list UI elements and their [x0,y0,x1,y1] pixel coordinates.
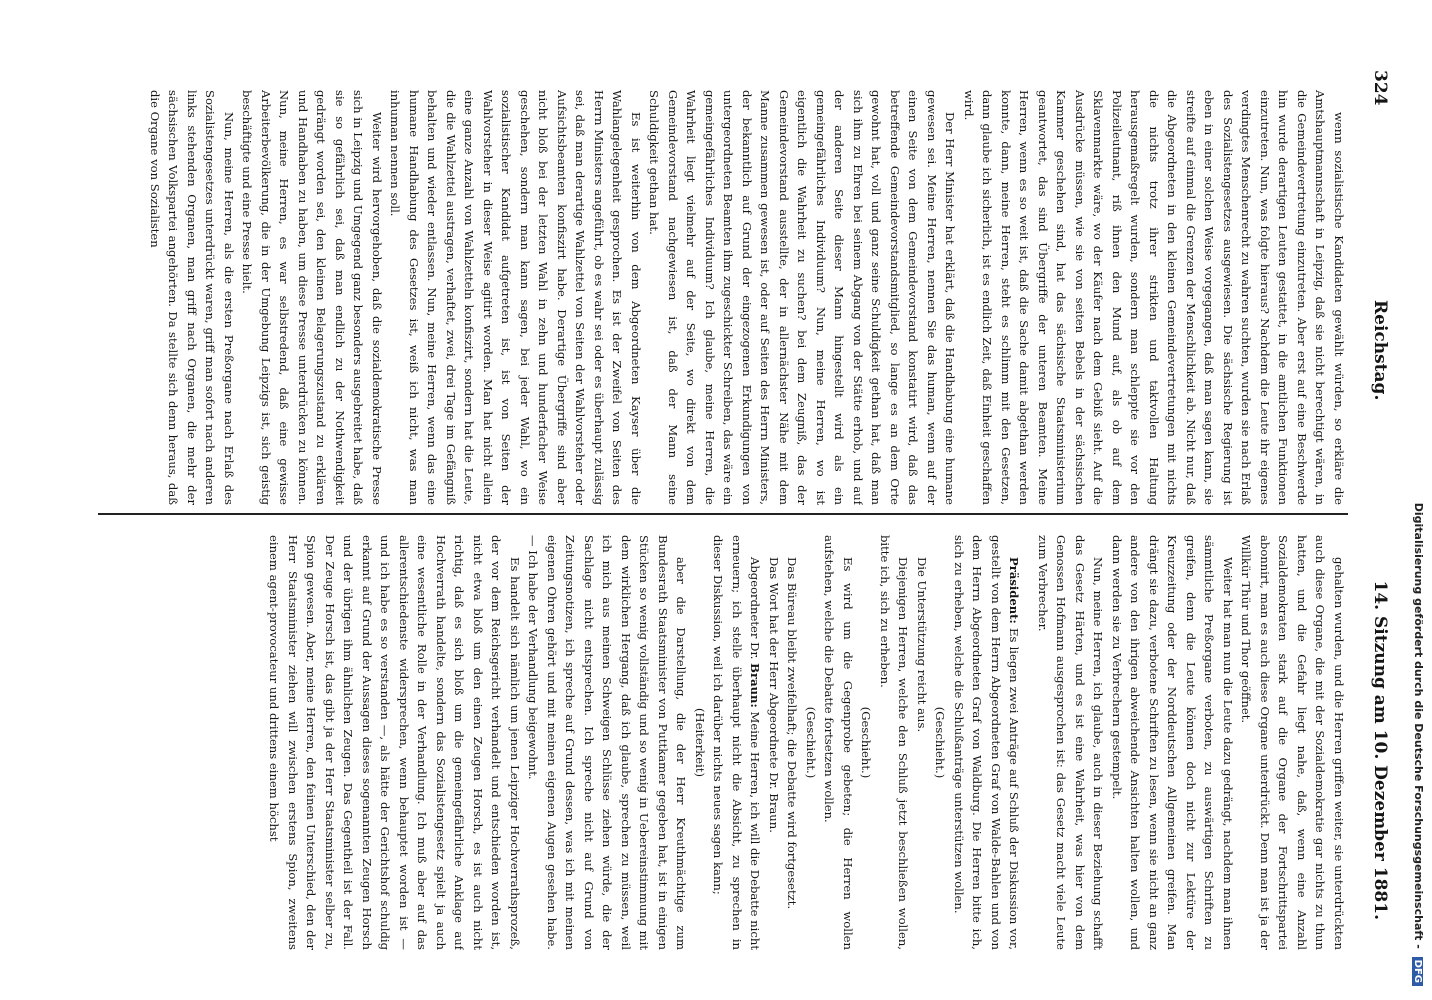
text-column-right [98,535,1348,950]
column-divider [98,513,1348,515]
session-title: 14. Sitzung am 10. Dezember 1881. [1370,580,1390,920]
paragraph: Weiter wird hervorgehoben, daß die sozialdemokratische Presse sich in Leipzig und Umgegend ganz besonders ausgebreitet habe, daß sie so gefährlich sei, daß man endlich zu der Nothwendigkeit gedrängt worden sei, den kleinen Belagerungszustand zu erklären und Handhaben zu haben, um diese Presse unterdrücken zu können. Nun, meine Herren, es war selbstredend, daß eine gewisse Arbeiterbevölkerung, die in der Umgebung Leipzigs ist, sich geistig beschäftigte und eine Presse hielt. [240,90,384,505]
header-title: Reichstag. [1370,300,1390,401]
paragraph-gap [1024,535,1034,950]
stage-direction: (Heiterkeit) [693,707,707,778]
paragraph: Diejenigen Herren, welche den Schluß jetzt beschließen wollen, bitte ich, sich zu erheben. [878,535,911,950]
paragraph: Es wird um die Gegenprobe gebeten; die Herren wollen aufstehen, welche die Debatte fortsetzen wollen. [822,535,855,950]
paragraph: Es ist weiterhin von dem Abgeordneten Kayser über die Wahlangelegenheit gesprochen. Es ist der Zweifel von Seiten des Herrn Ministers angeführt, ob es wahr sei oder es überhaupt zulässig sei, daß man derartige Wahlzettel von Seiten der Wahlvorsteher oder Aufsichtsbeamten konfiszirt habe. Derartige Übergriffe sind aber nicht bloß bei der letzten Wahl in zehn und hunderfacher Weise geschehen, sondern man kann sagen, bei jeder Wahl, wo ein sozialistischer Kandidat aufgetreten ist, ist von Seiten der Wahlvorsteher in dieser Weise agitirt worden. Man hat nicht allein eine ganze Anzahl von Wahlzetteln konfiszirt, sondern hat die Leute, die die Wahlzettel austragen, verhaftet, zwei, drei Tage im Gefängniß behalten und wieder entlassen. Nun, meine Herren, wenn das eine humane Handhabung des Gesetzes ist, weiß ich nicht, was man inhuman nennen soll. [388,90,643,505]
paragraph: Nun, meine Herren, ich glaube, auch in dieser Beziehung schafft das Gesetz Härten, und es ist eine Wahrheit, was hier von dem Genossen Hofmann ausgesprochen ist: das Gesetz macht viele Leute zum Verbrecher. [1036,535,1106,950]
paragraph: aber die Darstellung, die der Herr Kreuthmächtige zum Bundesrath Staatsminister von Puttkamer gegeben hat, ist in einigen Stücken so wenig vollständig und so wenig in Uebereinstimmung mit dem wirklichen Hergang, daß ich glaube, sprechen zu müssen, weil ich mich aus meinen Schweigen Schlüsse ziehen würde, die der Sachlage nicht entsprechen. Ich spreche nicht auf Grund von Zeitungsnotizen, ich spreche auf Grund dessen, was ich mit meinen eigenen Ohren gehört und mit meinen eigenen Augen gesehen habe. — Ich habe der Verhandlung beigewohnt. [526,535,689,950]
text-column-left [98,90,1348,505]
paragraph: Das Büreau bleibt zweifelhaft; die Debatte wird fortgesetzt. [785,557,800,910]
paragraph: Nun, meine Herren, als die ersten Preßorgane nach Erlaß des Sozialistengesetzes unterdrückt waren, griff man sofort nach anderen links stehenden Organen, man griff nach Organen, die mehr der sächsischen Volkspartei angehörten. Da stellte sich denn heraus, daß die Organe von Sozialisten [148,90,236,505]
paragraph: Die Unterstützung reicht aus. [915,557,929,733]
paragraph: Weiter hat man nun die Leute dazu gedrängt, nachdem man ihnen sämmtliche Preßorgane verboten, zu auswärtigen Schriften zu greifen, denn die Leute können doch nicht zur Lektüre der Kreuzzeitung oder der Norddeutschen Allgemeinen greifen. Man drängt sie dazu, verbotene Schriften zu lesen, wenn sie nicht an ganz andere von den ihrigen abweichende Ansichten halten wollen, und dann werden sie zu Verbrechern gestempelt. [1110,535,1235,950]
dfg-logo: DFG [1412,957,1423,986]
paragraph: Der Herr Minister hat erklärt, daß die Handhabung eine humane gewesen sei. Meine Herren, nennen Sie das human, wenn auf der einen Seite von dem Gemeindevorstand konstatirt wird, daß das betreffende Gemeindevorstandsmitglied, so lange es an dem Orte gewohnt hat, voll und ganz seine Schuldigkeit gethan hat, daß man sich ihm zu Ehren bei seinem Abgang von der Stätte erhob, und auf der anderen Seite dieser Mann hingestellt wird als ein gemeingefährliches Individuum? Nun, meine Herren, wo ist eigentlich die Wahrheit zu suchen? bei dem Zeugniß, das der Gemeindevorstand ausstellte, der in allernächster Nähe mit dem Manne zusammen gewesen ist, oder auf Seiten des Herrn Ministers, der bekanntlich auf Grund der eingezogenen Erkundigungen von untergeordneten Beamten ihm zugeschickter Schreiben, das wäre ein gemeingefährliches Individuum? Ich glaube, meine Herren, die Wahrheit liegt vielmehr auf der Seite, wo direkt von dem Gemeindevorstand nachgewiesen ist, daß der Mann seine Schuldigkeit gethan hat. [647,90,958,505]
dfg-digitization-notice [1410,14,1426,986]
paragraph: wenn sozialistische Kandidaten gewählt würden, so erkläre die Amtshauptmannschaft in Leipzig, daß sie nicht berechtigt wären, in die Gemeindevertretung einzutreten. Aber erst auf eine Beschwerde hin wurde derartigen Leuten gestattet, in die amtlichen Funktionen einzutreten. Nun, was folgte hieraus? Nachdem die Leute ihr eigenes verdingtes Menschenrecht zu wahren suchten, wurden sie nach Erlaß des Sozialistengesetzes ausgewiesen. Die sächsische Regierung ist eben in einer solchen Weise vorgegangen, daß man sagen kann, sie streifte auf einmal die Grenzen der Menschlichkeit ab. Nicht nur, daß die Abgeordneten in den kleinen Gemeindevertretungen mit nichts die nichts trotz ihrer strikten und taktvollen Haltung herausgemaßregelt wurden, sondern man schleppte sie vor den Polizeileutnant, riß ihnen den Mund auf, als ob auf dem Sklavenmarkte wäre, wo der Käufer nach dem Gebiß sieht. Auf die Ausdrücke müssen, wie sie von seiten Bebels in der sächsischen Kammer geschehen sind, hat das sächsische Staatsministerium geantwortet, das sind Übergriffe der unteren Beamten. Meine Herren, wenn es so weit ist, daß die Sache damit abgethan werden konnte, dann, meine Herren, steht es schlimm mit den Gesetzen, dann glaube ich sicherlich, ist es endlich Zeit, daß Einheit geschaffen wird. [962,90,1346,505]
speaker-name: Präsident: [1007,557,1022,624]
paragraph: Abgeordneter Dr. Braun: Meine Herren, ich will die Debatte nicht erneuern; ich stelle überhaupt nicht die Absicht, zu sprechen in dieser Diskussion, weil ich darüber nichts neues sagen kann; [711,535,763,950]
speaker-name: Braun: [748,663,763,708]
dfg-notice-text: Digitalisierung gefördert durch die Deutsche Forschungsgemeinschaft - [1412,502,1425,949]
page-number: 324 [1370,70,1390,106]
running-header [1362,70,1392,920]
paragraph: Das Wort hat der Herr Abgeordnete Dr. Braun. [767,557,781,833]
paragraph: Es handelt sich nämlich um jenen Leipziger Hochverrathsprozeß, der vor dem Reichsgericht verhandelt und entschieden worden ist, nicht etwa bloß um den einen Zeugen Horsch, es ist auch nicht richtig, daß es sich bloß um die gemeingefährliche Anklage auf Hochverrath handelte, sondern das Sozialistengesetz spielt ja auch eine wesentliche Rolle in der Verhandlung. Ich muß aber auf das allerentschiedenste widersprechen, wenn behauptet worden ist — und ich habe es so verstanden —, als hätte der Gerichtshof schuldig erkannt auf Grund der Aussagen dieses sogenannten Zeugen Horsch und der übrigen ihm ähnlichen Zeugen. Das Gegentheil ist der Fall. Der Zeuge Horsch ist, das gibt ja der Herr Staatsminister selber zu, Spion gewesen. Aber, meine Herren, den feinen Unterschied, den der Herr Staatsminister ziehen will zwischen erstens Spion, zweitens einem agent-provocateur und drittens einem höchst [267,535,522,950]
stage-direction: (Geschieht.) [933,706,948,779]
stage-direction: (Geschieht.) [804,706,818,779]
paragraph: Präsident: Es liegen zwei Anträge auf Schluß der Diskussion vor, gestellt von dem Herrn Abgeordneten Graf von Walde-Bahlen und von dem Herrn Abgeordneten Graf von Waldburg. Die Herren bitte ich, sich zu erheben, welche die Schlußanträge unterstützen wollen. [952,535,1022,950]
paragraph: gehalten wurden, und die Herren griffen weiter, sie unterdrückten auch diese Organe, die mit der Sozialdemokratie gar nichts zu thun hatten, und die Gefahr liegt nahe, daß, wenn eine Anzahl Sozialdemokraten stark auf die Organe der Fortschrittspartei abonnirt, man es auch diese Organe unterdrückt. Denn man ist ja der Willkür Thür und Thor geöffnet. [1239,535,1346,950]
stage-direction: (Geschieht.) [859,706,874,779]
